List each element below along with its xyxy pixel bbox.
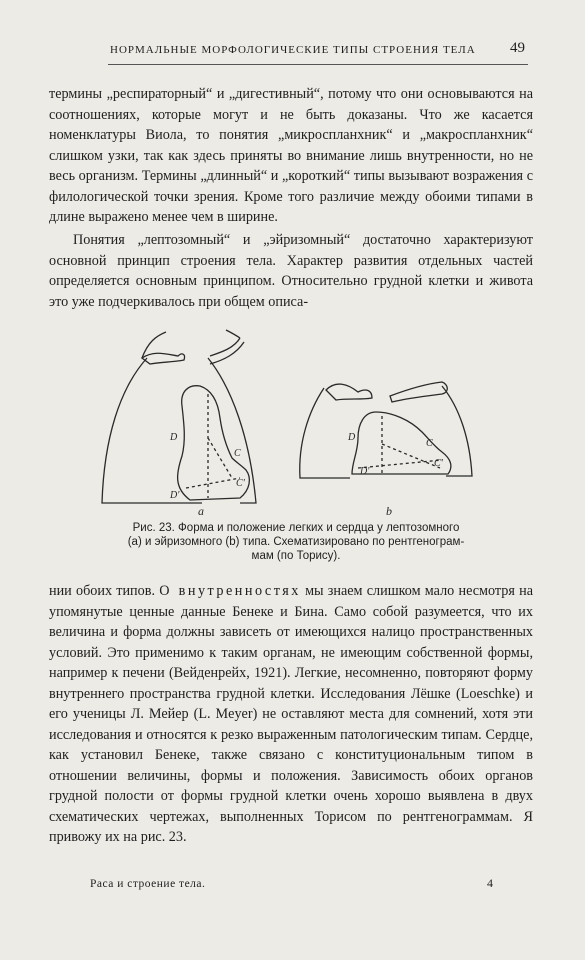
running-header: НОРМАЛЬНЫЕ МОРФОЛОГИЧЕСКИЕ ТИПЫ СТРОЕНИЯ ТЕЛА <box>110 44 476 56</box>
paragraph-start: нии обоих типов. <box>49 583 155 599</box>
right-lung-outline <box>442 386 472 476</box>
paragraph-concepts <box>49 230 533 312</box>
heart-guide-lines <box>186 394 240 498</box>
thorax-diagram <box>90 328 500 516</box>
paragraph-text: термины „респираторный“ и „дигестивный“, потому что они основываются на соотношениях, которые могут и не быть доказаны. Что же касается номенклатуры Виола, то понятия „микроспланхник“ и „макроспланхник“ слишком узки, так как здесь приняты во внимание лишь внутренности, но не весь организм. Термины „длинный“ и „короткий“ типы вызывают возражения с филологической точки зрения. Кроме того различие между обоими типами в длине выражено менее чем в ширине. <box>49 86 533 225</box>
footer-signature-mark: 4 <box>487 876 493 890</box>
caption-line: Рис. 23. Форма и положение легких и сердца у лептозомного <box>132 522 460 534</box>
figure-b-label: b <box>386 504 392 516</box>
figure-a-label: a <box>198 504 204 516</box>
label-c1: C' <box>434 458 443 469</box>
emphasized-phrase: О внутренностях <box>159 583 301 599</box>
paragraph-rest: мы знаем слишком мало несмотря на упомянутые ценные данные Бенеке и Бина. Само собой разумеется, что их величина и форма должны зависеть от имеющихся налицо пространственных условий. Это применимо к таким органам, не имеющим собственной формы, например к печени (Вейденрейх, 1921). Легкие, несомненно, повторяют форму внутреннего пространства грудной клетки. Исследования Лёшке (Loeschke) и его ученицы Л. Мейер (L. Meyer) не оставляют места для сомнений, хотя эти исследования и относятся к резко выраженным патологическим типам. Сердце, как установил Бенеке, также связано с конституциональным типом в отношении величины, формы и положения. Зависимость обоих органов грудной полости от формы грудной клетки очень хорошо выявлена в двух схематических чертежах, выполненных Торисом по рентгенограммам. Я привожу их на рис. 23. <box>49 583 533 845</box>
page-number: 49 <box>510 40 525 56</box>
paragraph-text <box>49 581 533 848</box>
footer-book-title: Раса и строение тела. <box>90 878 206 890</box>
label-d1: D' <box>360 466 370 477</box>
paragraph-organs <box>49 581 533 848</box>
label-c: C <box>426 438 433 449</box>
eurysomic-thorax <box>300 382 472 516</box>
header-rule <box>108 64 528 65</box>
paragraph-terms <box>49 84 533 228</box>
paragraph-text: Понятия „лептозомный“ и „эйризомный“ достаточно характеризуют основной принцип строения тела. Характер развития отдельных частей определяется основным принципом. Относительно грудной клетки и живота это уже подчеркивалось при общем описа- <box>49 232 533 310</box>
left-clavicle <box>142 353 185 364</box>
figure-23 <box>90 328 500 516</box>
caption-line: мам (по Торису). <box>251 550 341 562</box>
right-clavicle <box>210 338 244 364</box>
left-lung-outline <box>300 388 350 478</box>
label-d: D <box>170 432 178 443</box>
label-c1: C' <box>236 478 245 489</box>
label-c: C <box>234 448 241 459</box>
left-clavicle <box>326 384 372 400</box>
leptosomic-thorax <box>102 330 256 516</box>
label-d: D <box>348 432 356 443</box>
left-lung-outline <box>102 358 202 503</box>
caption-line: (а) и эйризомного (b) типа. Схематизировано по рентгенограм- <box>127 536 465 548</box>
label-d1: D' <box>170 490 180 501</box>
figure-caption <box>92 521 500 563</box>
right-clavicle <box>390 382 447 402</box>
